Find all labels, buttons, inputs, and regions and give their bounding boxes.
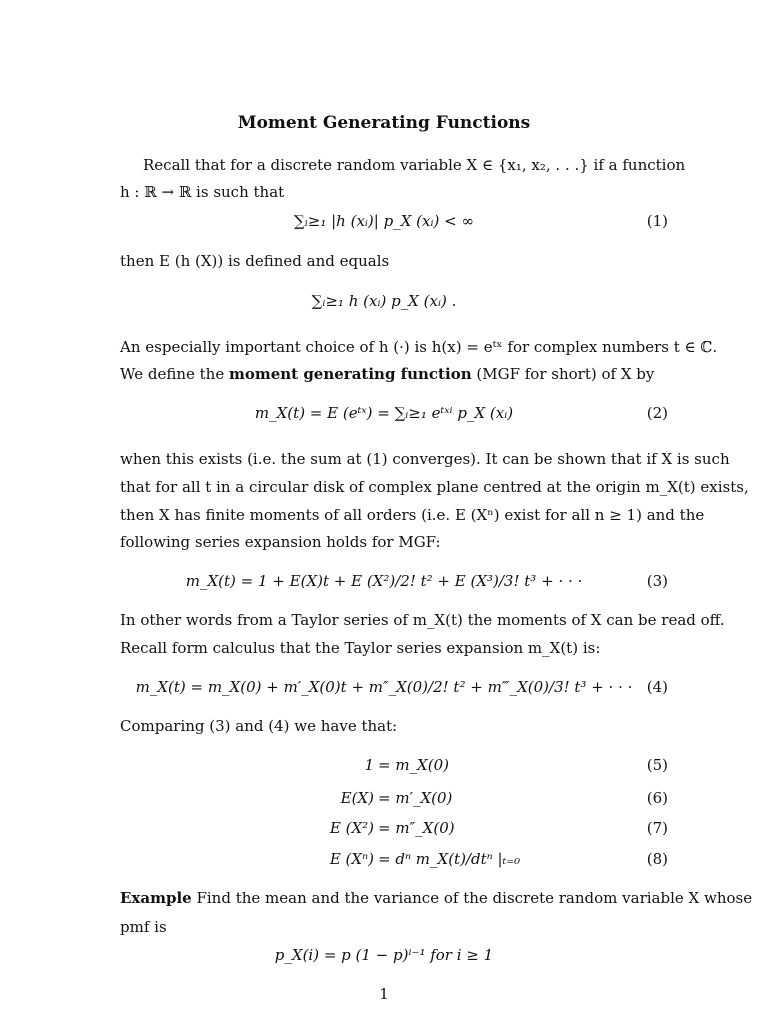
paragraph-line [120,365,654,383]
text-run: (MGF for short) of X by [471,365,655,383]
equation-number: (7) [646,819,668,837]
equation-2: m_X(t) = E (eᵗˣ) = ∑ᵢ≥₁ eᵗˣⁱ p_X (xᵢ) [254,404,514,422]
equation-number: (2) [646,404,668,422]
paragraph-line: Recall that for a discrete random variable X ∈ {x₁, x₂, . . .} if a function [143,156,686,174]
equation-3: m_X(t) = 1 + E(X)t + E (X²)/2! t² + E (X³)/3! t³ + · · · [185,572,583,590]
equation-pmf: p_X(i) = p (1 − p)ⁱ⁻¹ for i ≥ 1 [274,946,494,964]
text-run: We define the [120,365,229,383]
equation-number: (8) [646,850,668,868]
equation-4: m_X(t) = m_X(0) + m′_X(0)t + m″_X(0)/2! t² + m‴_X(0)/3! t³ + · · · [135,678,633,696]
paragraph-line: Comparing (3) and (4) we have that: [120,717,398,735]
equation-rhs: = m′_X(0) [378,789,453,807]
equation-unnumbered: ∑ᵢ≥₁ h (xᵢ) p_X (xᵢ) . [311,292,457,310]
paragraph-line: h : ℝ → ℝ is such that [120,183,285,201]
equation-lhs: E (Xⁿ) [329,850,374,868]
paragraph-line: An especially important choice of h (·) is h(x) = eᵗˣ for complex numbers t ∈ ℂ. [120,338,718,356]
equation-lhs: E(X) [340,789,374,807]
equation-rhs: = m_X(0) [378,756,449,774]
equation-number: (6) [646,789,668,807]
equation-1: ∑ᵢ≥₁ |h (xᵢ)| p_X (xᵢ) < ∞ [294,212,474,230]
page-number: 1 [379,985,389,1003]
page-title: Moment Generating Functions [237,113,531,133]
equation-number: (5) [646,756,668,774]
paragraph-line: Recall form calculus that the Taylor series expansion m_X(t) is: [120,639,601,657]
paragraph-line: that for all t in a circular disk of complex plane centred at the origin m_X(t) exists, [120,478,749,496]
paragraph-line: then E (h (X)) is defined and equals [120,252,390,270]
paragraph-line: pmf is [120,918,167,936]
example-label: Example [120,889,192,907]
equation-number: (4) [646,678,668,696]
paragraph-line: then X has finite moments of all orders (i.e. E (Xⁿ) exist for all n ≥ 1) and the [120,506,705,524]
text-run: Find the mean and the variance of the discrete random variable X whose [191,889,753,907]
equation-lhs: 1 [364,756,374,774]
equation-rhs: = dⁿ m_X(t)/dtⁿ |ₜ₌₀ [378,850,521,868]
equation-number: (3) [646,572,668,590]
paragraph-line: In other words from a Taylor series of m_X(t) the moments of X can be read off. [120,611,725,629]
paragraph-line [120,889,752,907]
paragraph-line: when this exists (i.e. the sum at (1) converges). It can be shown that if X is such [120,450,730,468]
paragraph-line: following series expansion holds for MGF: [120,533,441,551]
equation-rhs: = m″_X(0) [378,819,455,837]
bold-term: moment generating function [228,365,472,383]
equation-lhs: E (X²) [329,819,374,837]
equation-number: (1) [646,212,668,230]
